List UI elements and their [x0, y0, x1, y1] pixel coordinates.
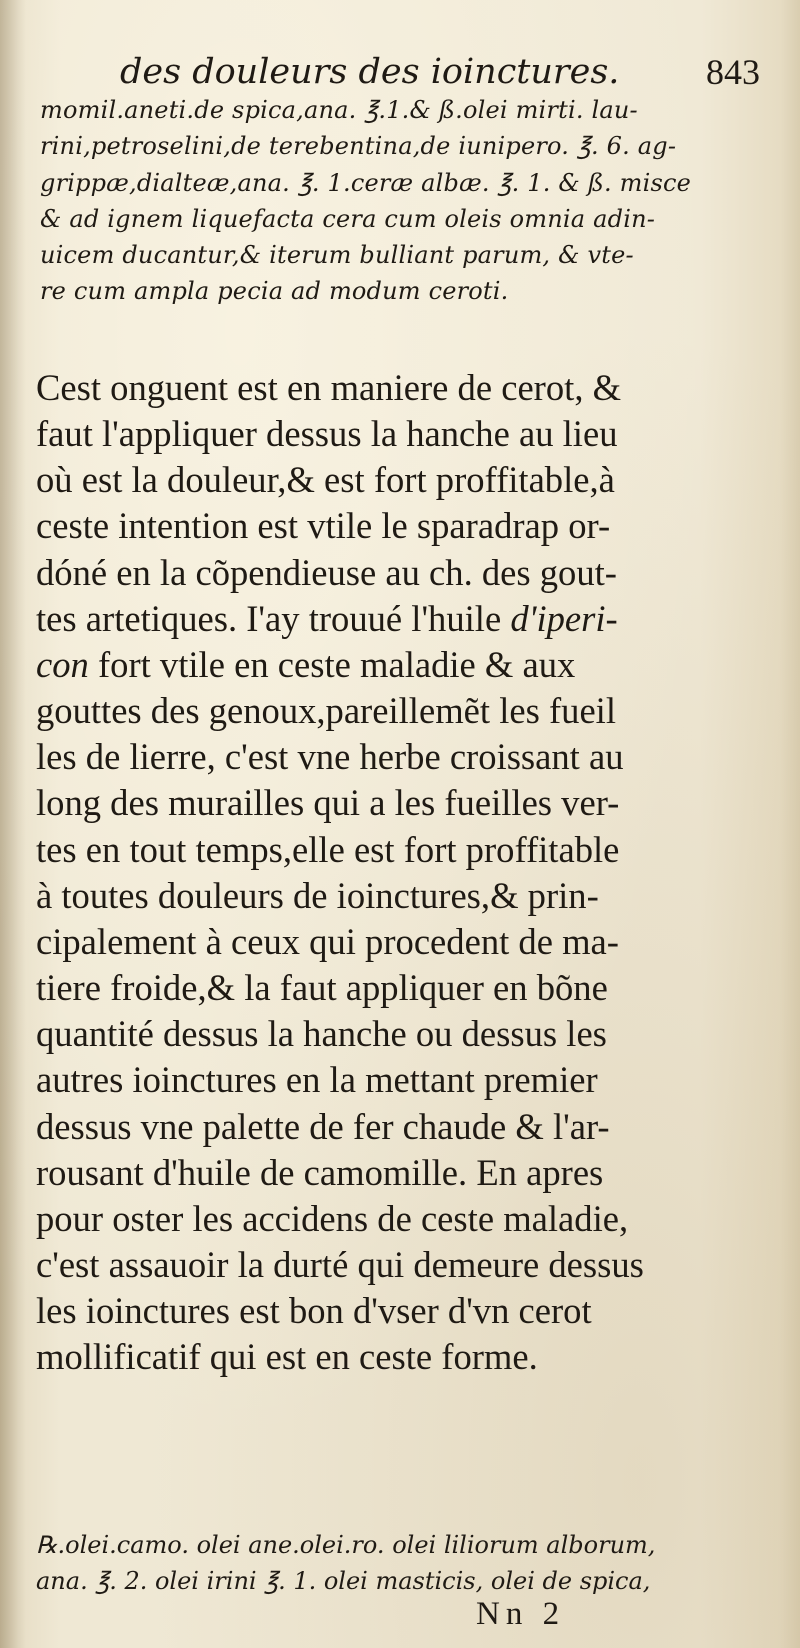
body-line: dessus vne palette de fer chaude & l'ar- — [36, 1105, 610, 1147]
spine-shadow — [0, 0, 26, 1648]
latin-line: rini,petroselini,de terebentina,de iunipero. ℥. 6. ag- — [40, 132, 677, 161]
body-line: les de lierre, c'est vne herbe croissant au — [36, 736, 624, 778]
latin-line: & ad ignem liquefacta cera cum oleis omnia adin- — [40, 204, 656, 233]
body-line: c'est assauoir la durté qui demeure dessus — [36, 1243, 644, 1285]
body-line: où est la douleur,& est fort proffitable,à — [36, 459, 615, 501]
running-title: des douleurs des ioinctures. — [120, 52, 620, 92]
page-number: 843 — [706, 52, 760, 92]
italic-word: con — [36, 643, 89, 685]
latin-line: ana. ℥. 2. olei irini ℥. 1. olei masticis, olei de spica, — [36, 1567, 651, 1595]
body-line: à toutes douleurs de ioinctures,& prin- — [36, 874, 599, 916]
body-line: faut l'appliquer dessus la hanche au lieu — [36, 413, 618, 455]
body-line: dóné en la cõpendieuse au ch. des gout- — [36, 551, 617, 593]
body-line: les ioinctures est bon d'vser d'vn cerot — [36, 1290, 592, 1332]
body-line: long des murailles qui a les fueilles ver- — [36, 782, 620, 824]
latin-line: re cum ampla pecia ad modum ceroti. — [40, 277, 509, 306]
body-line: tiere froide,& la faut appliquer en bõne — [36, 967, 608, 1009]
latin-line: momil.aneti.de spica,ana. ℥.1.& ß.olei mirti. lau- — [40, 96, 638, 124]
body-line: ceste intention est vtile le sparadrap or- — [36, 505, 611, 547]
italic-word: d'iperi- — [510, 597, 618, 639]
body-line: quantité dessus la hanche ou dessus les — [36, 1013, 607, 1055]
body-line: cipalement à ceux qui procedent de ma- — [36, 920, 619, 962]
body-line: mollificatif qui est en ceste forme. — [36, 1336, 538, 1378]
body-line: con fort vtile en ceste maladie & aux — [36, 643, 576, 685]
body-line: gouttes des genoux,pareillemẽt les fueil — [36, 690, 616, 732]
signature-mark: Nn 2 — [476, 1596, 566, 1632]
latin-line: uicem ducantur,& iterum bulliant parum, & vte- — [40, 241, 634, 270]
body-line: Cest onguent est en maniere de cerot, & — [36, 367, 622, 408]
latin-line: ℞.olei.camo. olei ane.olei.ro. olei liliorum alborum, — [36, 1531, 656, 1559]
body-line: autres ioinctures en la mettant premier — [36, 1059, 598, 1101]
latin-recipe-block — [40, 92, 780, 310]
latin-recipe-block-2 — [36, 1527, 780, 1599]
body-line: rousant d'huile de camomille. En apres — [36, 1151, 604, 1193]
body-line: tes artetiques. I'ay trouué l'huile d'iperi- — [36, 597, 618, 639]
latin-line: grippæ,dialteæ,ana. ℥. 1.ceræ albæ. ℥. 1. & ß. misce — [40, 168, 692, 197]
body-line: tes en tout temps,elle est fort proffitable — [36, 828, 620, 870]
body-line: pour oster les accidens de ceste maladie, — [36, 1197, 629, 1239]
body-text — [36, 365, 780, 1380]
